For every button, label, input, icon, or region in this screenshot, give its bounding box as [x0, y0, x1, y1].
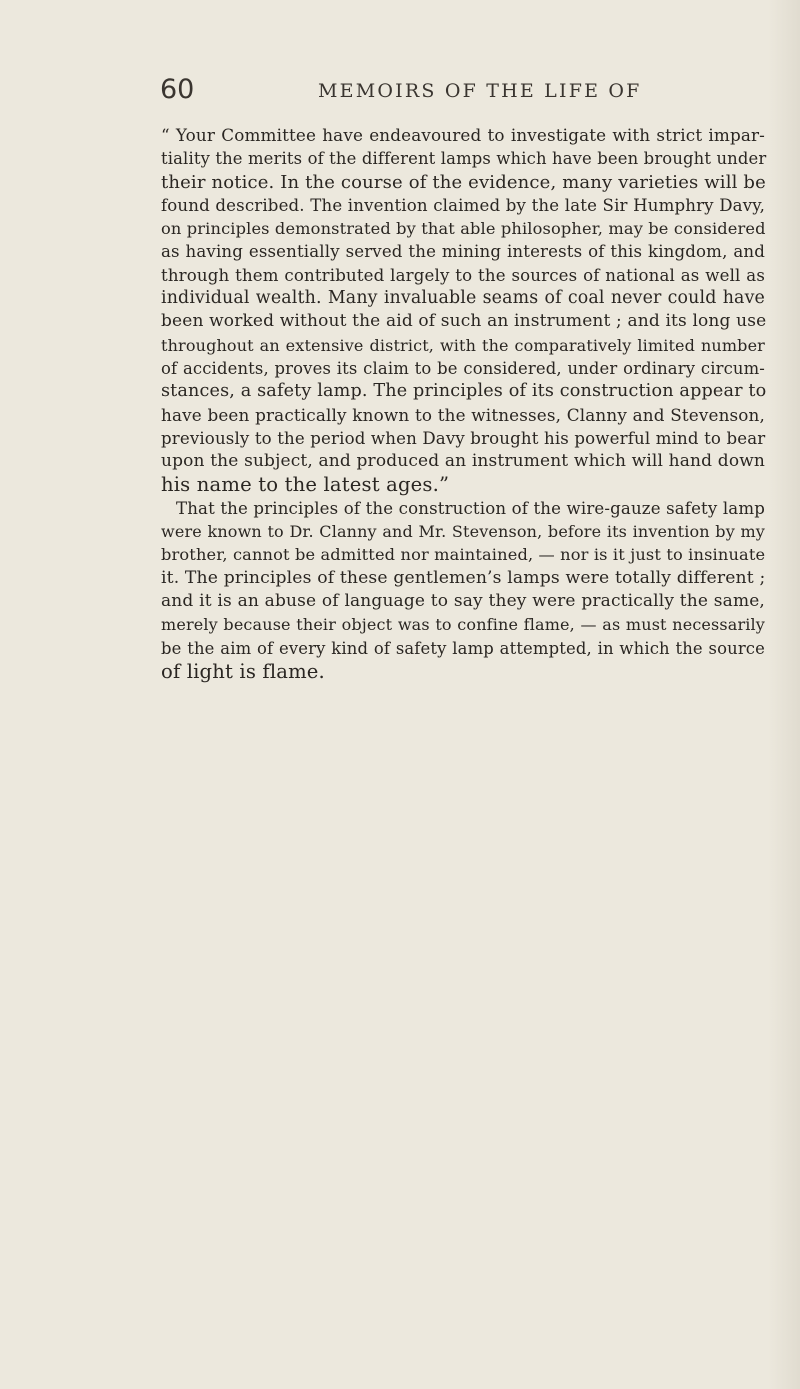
text-line: That the principles of the construction of the wire-gauze safety lamp: [176, 498, 765, 518]
text-line: were known to Dr. Clanny and Mr. Stevenson, before its invention by my: [161, 522, 765, 542]
page-number: 60: [160, 74, 195, 105]
text-line: previously to the period when Davy brought his powerful mind to bear: [161, 428, 766, 448]
text-line: “ Your Committee have endeavoured to investigate with strict impar-: [161, 125, 765, 145]
text-line: of light is flame.: [161, 659, 325, 683]
text-line: individual wealth. Many invaluable seams of coal never could have: [161, 288, 765, 309]
text-line: and it is an abuse of language to say they were practically the same,: [161, 590, 765, 611]
text-line: found described. The invention claimed by the late Sir Humphry Davy,: [161, 195, 765, 215]
text-line: throughout an extensive district, with the comparatively limited number: [161, 335, 765, 355]
text-line: through them contributed largely to the sources of national as well as: [161, 265, 765, 285]
text-line: of accidents, proves its claim to be considered, under ordinary circum-: [161, 358, 765, 378]
text-line: brother, cannot be admitted nor maintained, — nor is it just to insinuate: [161, 545, 766, 565]
text-line: upon the subject, and produced an instrument which will hand down: [161, 451, 765, 472]
text-line: as having essentially served the mining interests of this kingdom, and: [161, 242, 765, 262]
body-text: [161, 124, 765, 683]
text-line: it. The principles of these gentlemen’s lamps were totally different ;: [161, 567, 766, 588]
text-line: stances, a safety lamp. The principles of its construction appear to: [161, 381, 767, 402]
text-line: have been practically known to the witnesses, Clanny and Stevenson,: [161, 404, 765, 425]
text-line: merely because their object was to confine flame, — as must necessarily: [161, 615, 765, 635]
running-title: MEMOIRS OF THE LIFE OF: [318, 80, 642, 102]
paragraph-response: [161, 497, 765, 683]
paragraph-committee-quote: [161, 124, 765, 497]
text-line: tiality the merits of the different lamps which have been brought under: [161, 149, 767, 169]
text-line: be the aim of every kind of safety lamp attempted, in which the source: [161, 638, 765, 658]
running-head: [160, 74, 660, 114]
text-line: his name to the latest ages.”: [161, 473, 450, 497]
text-line: on principles demonstrated by that able philosopher, may be considered: [161, 219, 766, 239]
text-line: their notice. In the course of the evidence, many varieties will be: [161, 171, 766, 193]
text-line: been worked without the aid of such an instrument ; and its long use: [161, 311, 767, 332]
